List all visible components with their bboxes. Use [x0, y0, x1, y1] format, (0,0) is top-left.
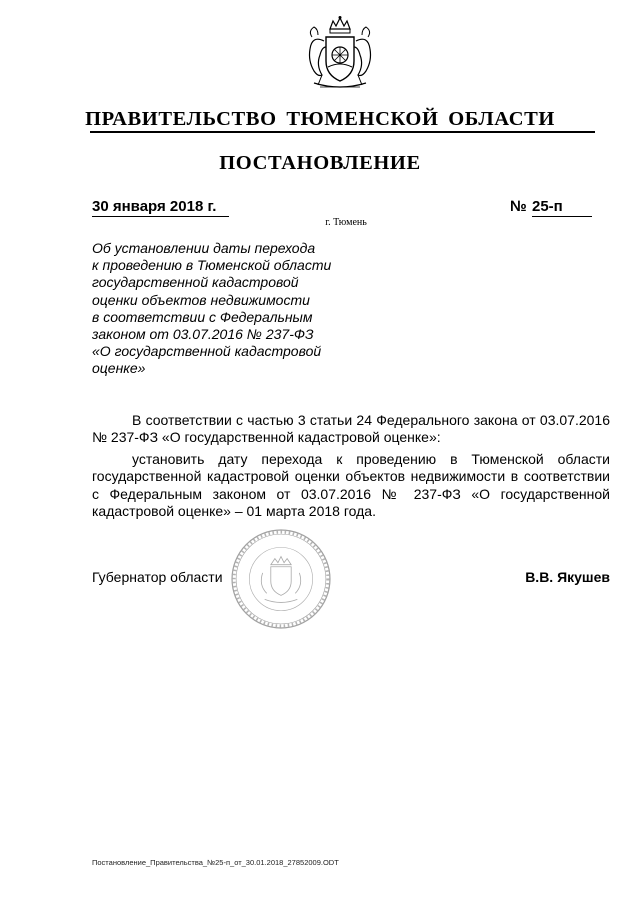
document-date: 30 января 2018 г. [92, 198, 229, 217]
footer-filename: Постановление_Правительства_№25-п_от_30.01.2018_27852009.ODT [92, 858, 339, 867]
document-body [92, 412, 610, 524]
coat-of-arms-icon [300, 15, 380, 97]
title-rule [90, 131, 595, 133]
body-paragraph-1: В соответствии с частью 3 статьи 24 Федерального закона от 03.07.2016 № 237-ФЗ «О государственной кадастровой оценке»: [92, 412, 610, 446]
city-label: г. Тюмень [325, 217, 367, 228]
signatory-position: Губернатор области [92, 569, 223, 585]
body-paragraph-2: установить дату перехода к проведению в Тюменской области государственной кадастровой оценки объектов недвижимости в соответствии с Федеральным законом от 03.07.2016 № 237-ФЗ «О государственной кадастровой оценке» – 01 марта 2018 года. [92, 450, 610, 520]
number-value: 25-п [532, 198, 592, 217]
subject-line: законом от 03.07.2016 № 237-ФЗ [92, 326, 314, 343]
subject-line: к проведению в Тюменской области [92, 257, 332, 274]
document-subject [92, 240, 352, 378]
subject-line: оценке» [92, 360, 146, 377]
number-sign: № [510, 198, 527, 215]
subject-line: государственной кадастровой [92, 274, 299, 291]
document-type: ПОСТАНОВЛЕНИЕ [219, 152, 421, 174]
subject-line: Об установлении даты перехода [92, 240, 316, 256]
government-title: ПРАВИТЕЛЬСТВО ТЮМЕНСКОЙ ОБЛАСТИ [85, 108, 555, 130]
official-seal-icon [230, 528, 332, 630]
subject-line: в соответствии с Федеральным [92, 308, 313, 325]
signatory-name: В.В. Якушев [525, 569, 610, 585]
document-number [510, 198, 596, 217]
subject-line: «О государственной кадастровой [92, 343, 322, 360]
subject-line: оценки объектов недвижимости [92, 291, 310, 308]
